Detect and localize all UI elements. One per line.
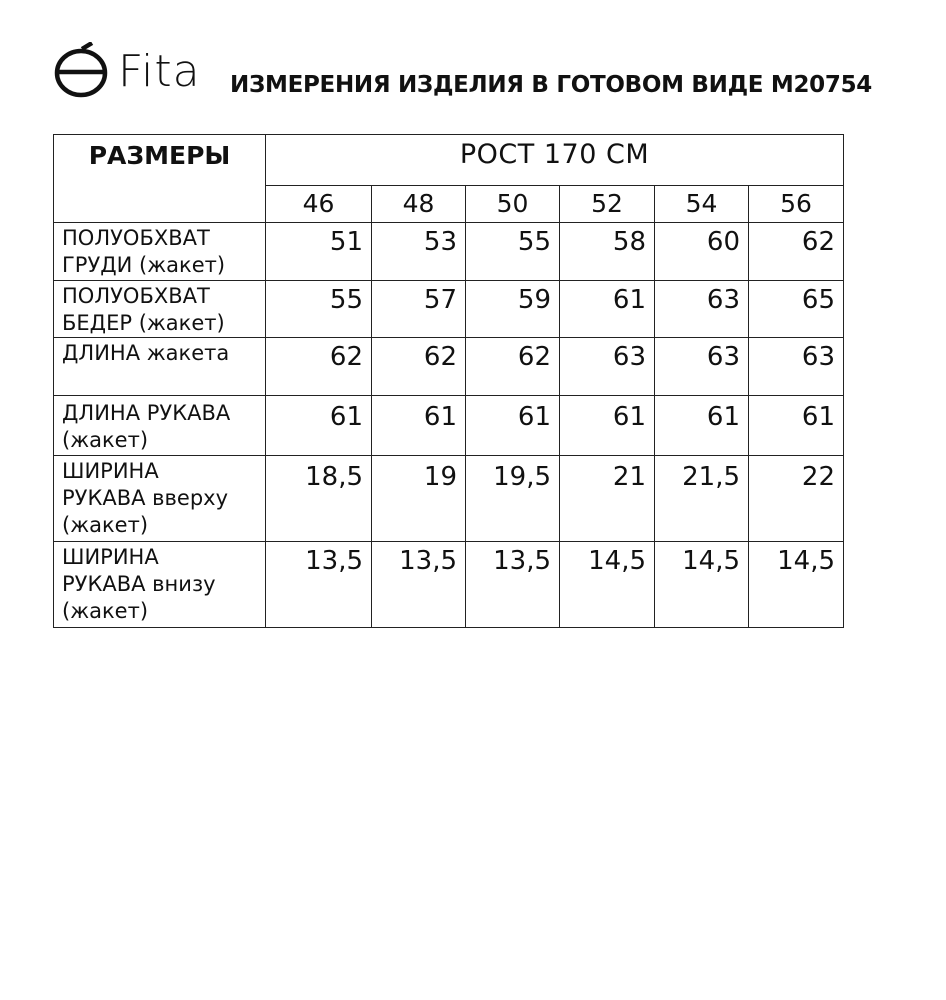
measurement-label-line: (жакет) xyxy=(62,513,149,537)
measurement-value: 21,5 xyxy=(655,456,749,542)
measurement-value: 62 xyxy=(749,223,844,281)
fita-theta-logo-icon xyxy=(52,42,112,102)
measurement-value: 58 xyxy=(560,223,655,281)
measurement-value: 21 xyxy=(560,456,655,542)
table-row xyxy=(54,338,844,396)
measurement-value: 65 xyxy=(749,281,844,338)
measurement-label-line: ШИРИНА xyxy=(62,459,159,483)
measurement-value: 60 xyxy=(655,223,749,281)
page-title: ИЗМЕРЕНИЯ ИЗДЕЛИЯ В ГОТОВОМ ВИДЕ М20754 xyxy=(230,72,872,98)
measurement-label xyxy=(54,338,266,396)
measurement-value: 53 xyxy=(372,223,466,281)
measurement-label-line: РУКАВА вверху xyxy=(62,486,229,510)
measurement-value: 55 xyxy=(266,281,372,338)
size-header-cell: 48 xyxy=(372,186,466,223)
table-row xyxy=(54,396,844,456)
measurement-value: 14,5 xyxy=(655,542,749,628)
measurement-value: 61 xyxy=(266,396,372,456)
measurement-value: 57 xyxy=(372,281,466,338)
measurement-label-line: ПОЛУОБХВАТ xyxy=(62,226,210,250)
measurement-value: 61 xyxy=(466,396,560,456)
measurement-value: 19,5 xyxy=(466,456,560,542)
measurement-value: 63 xyxy=(655,281,749,338)
measurement-value: 18,5 xyxy=(266,456,372,542)
measurement-value: 19 xyxy=(372,456,466,542)
measurement-label-line: БЕДЕР (жакет) xyxy=(62,311,225,335)
measurement-value: 61 xyxy=(655,396,749,456)
measurement-value: 13,5 xyxy=(372,542,466,628)
size-header-cell: 54 xyxy=(655,186,749,223)
measurement-label xyxy=(54,456,266,542)
measurement-value: 22 xyxy=(749,456,844,542)
measurement-value: 63 xyxy=(655,338,749,396)
measurement-label xyxy=(54,396,266,456)
height-header: РОСТ 170 СМ xyxy=(266,135,844,186)
table-row xyxy=(54,542,844,628)
document-header xyxy=(52,40,932,110)
measurement-value: 61 xyxy=(749,396,844,456)
measurement-value: 63 xyxy=(749,338,844,396)
measurement-label-line: (жакет) xyxy=(62,599,149,623)
table-row xyxy=(54,281,844,338)
size-header-cell: 46 xyxy=(266,186,372,223)
measurement-label-line: ГРУДИ (жакет) xyxy=(62,253,226,277)
measurement-label xyxy=(54,223,266,281)
table-row xyxy=(54,223,844,281)
table-row xyxy=(54,456,844,542)
brand-name: Fita xyxy=(118,46,201,97)
measurement-value: 55 xyxy=(466,223,560,281)
measurement-label xyxy=(54,542,266,628)
size-measurements-table xyxy=(53,134,844,628)
measurement-value: 51 xyxy=(266,223,372,281)
measurement-value: 61 xyxy=(560,281,655,338)
measurement-label-line: РУКАВА внизу xyxy=(62,572,216,596)
size-header-cell: 52 xyxy=(560,186,655,223)
measurement-label-line: (жакет) xyxy=(62,428,149,452)
measurement-label-line: ДЛИНА РУКАВА xyxy=(62,401,231,425)
size-header-cell: 50 xyxy=(466,186,560,223)
measurement-value: 61 xyxy=(372,396,466,456)
sizes-header: РАЗМЕРЫ xyxy=(54,135,266,223)
measurement-value: 63 xyxy=(560,338,655,396)
measurement-value: 13,5 xyxy=(266,542,372,628)
measurement-value: 62 xyxy=(466,338,560,396)
size-header-cell: 56 xyxy=(749,186,844,223)
measurement-label xyxy=(54,281,266,338)
measurement-value: 62 xyxy=(372,338,466,396)
measurement-value: 13,5 xyxy=(466,542,560,628)
measurement-value: 14,5 xyxy=(560,542,655,628)
measurement-label-line: ШИРИНА xyxy=(62,545,159,569)
measurement-label-line: ДЛИНА жакета xyxy=(62,341,230,365)
measurement-value: 61 xyxy=(560,396,655,456)
measurement-value: 62 xyxy=(266,338,372,396)
measurement-label-line: ПОЛУОБХВАТ xyxy=(62,284,210,308)
measurement-value: 59 xyxy=(466,281,560,338)
brand-logo xyxy=(52,42,212,102)
measurement-value: 14,5 xyxy=(749,542,844,628)
